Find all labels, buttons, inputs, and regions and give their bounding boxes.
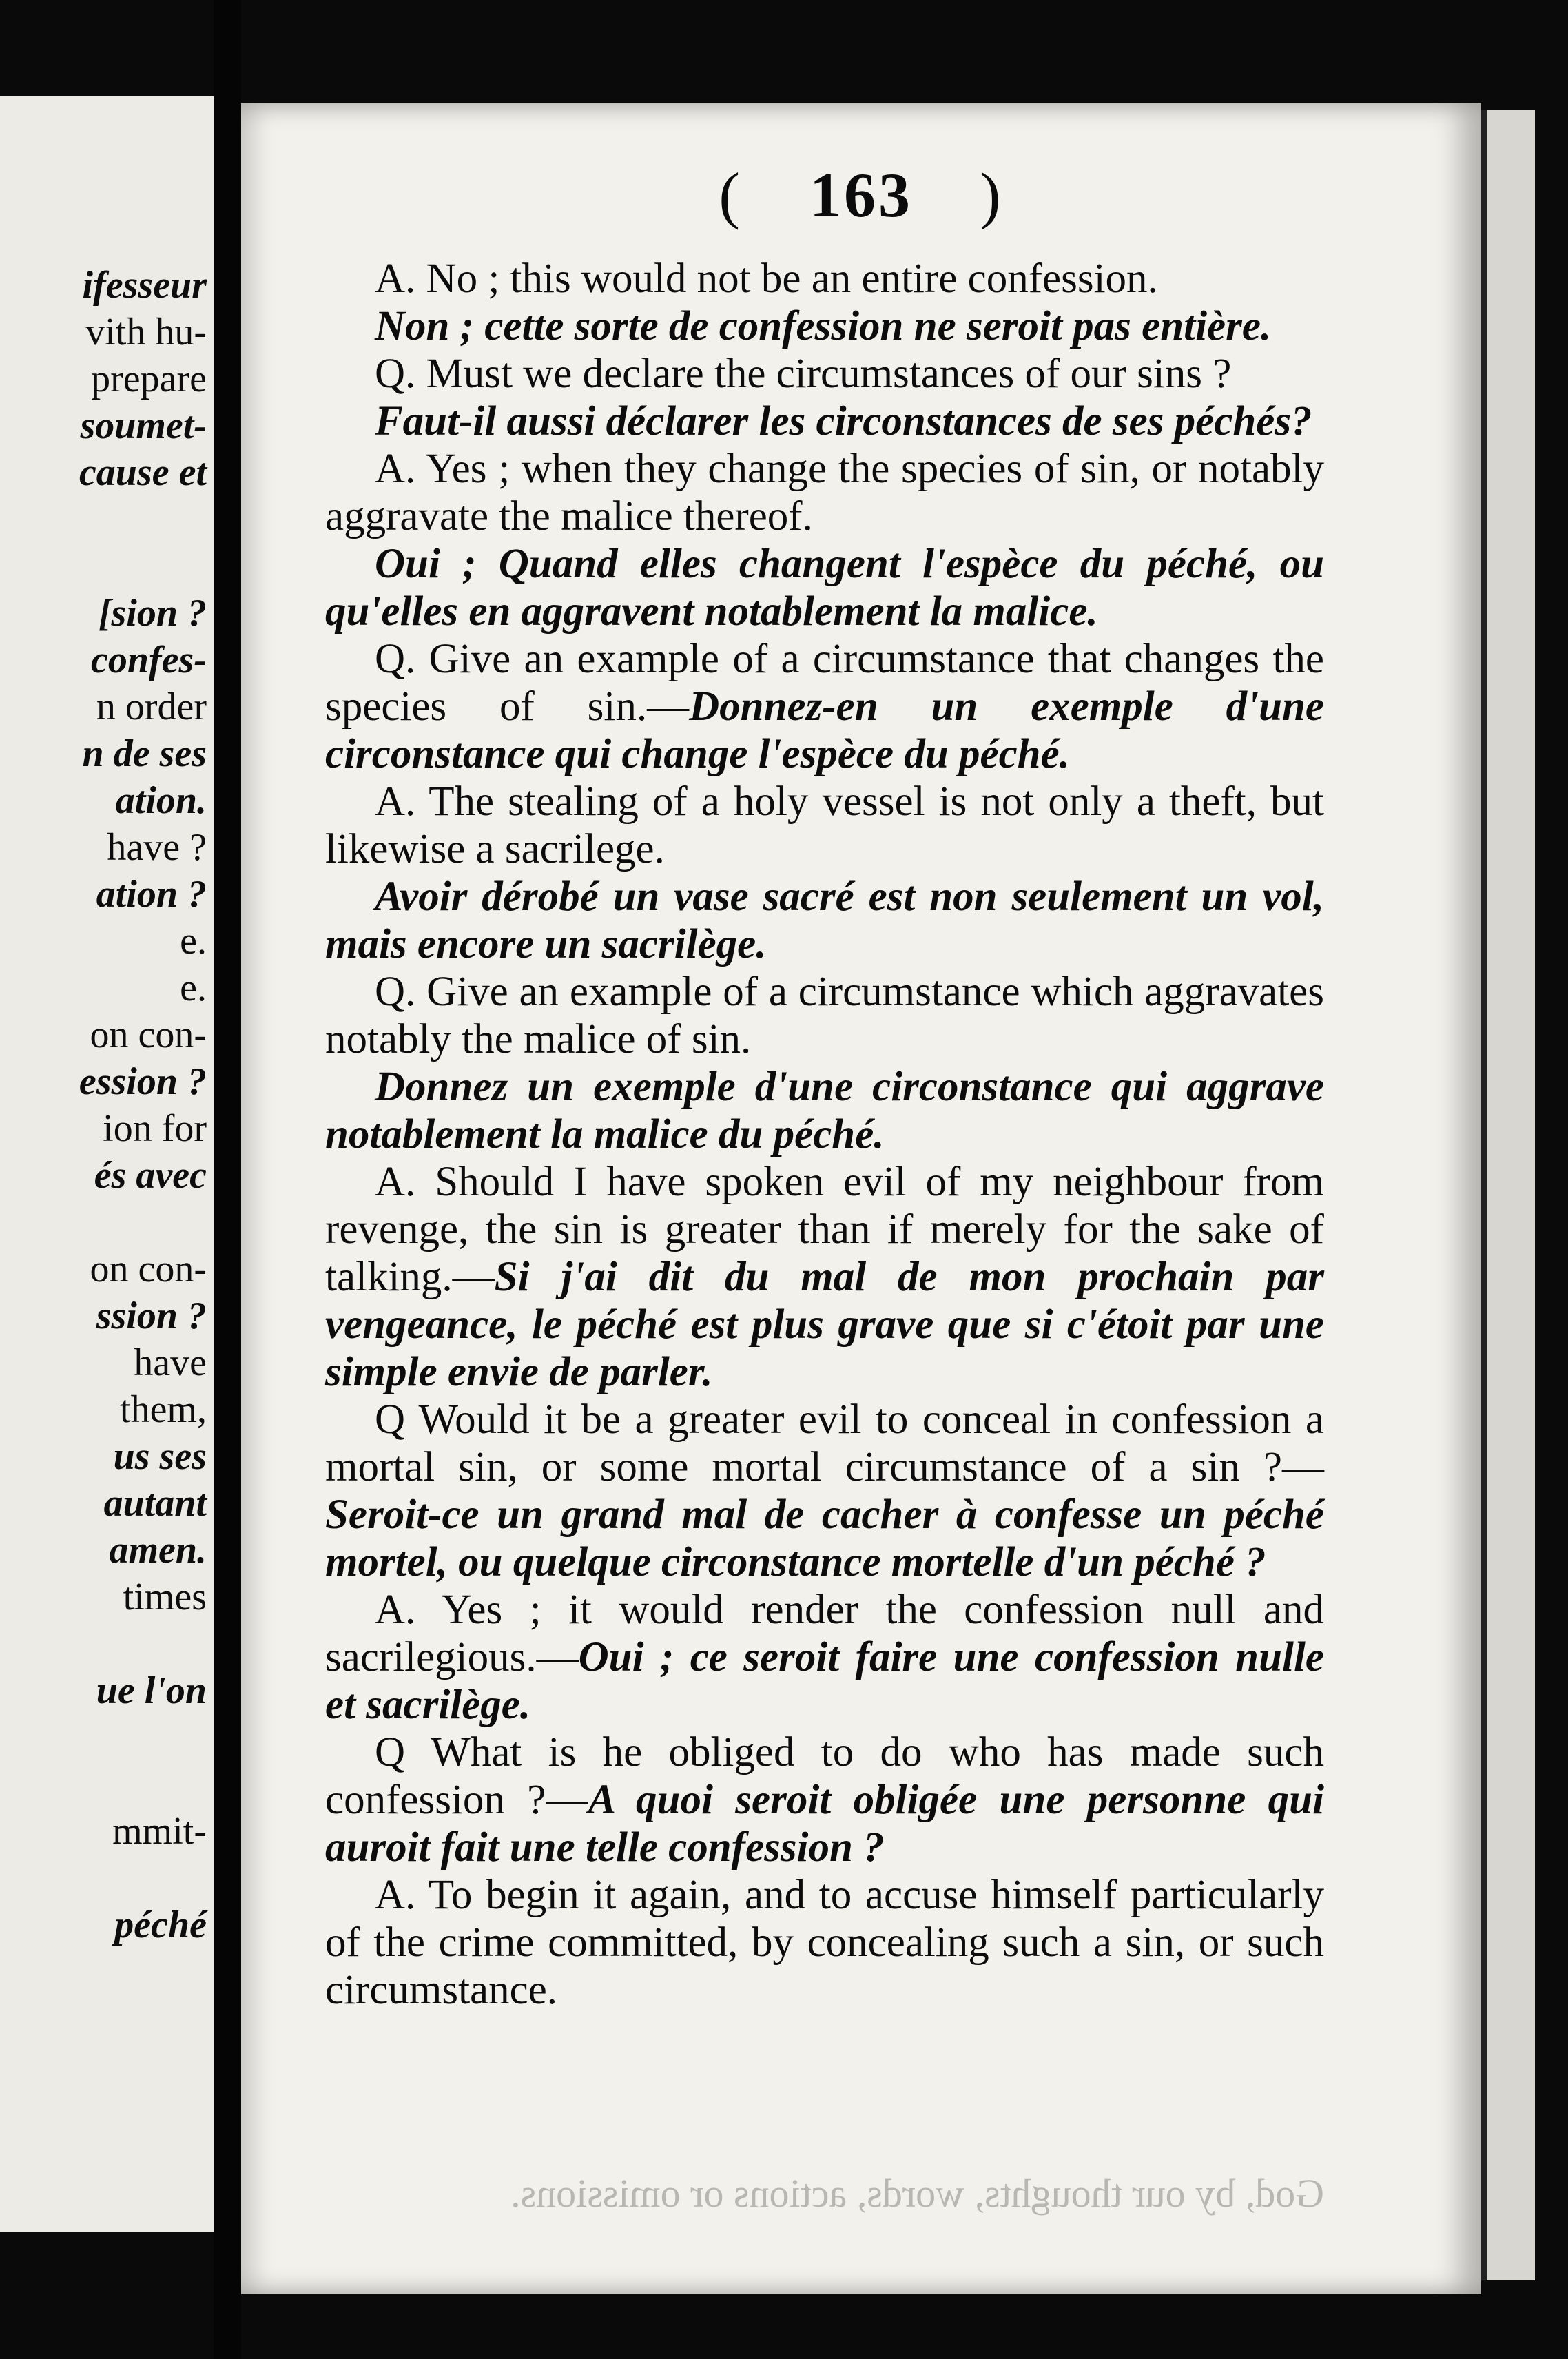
english-text: Q. Must we declare the circumstances of our sins ?: [375, 351, 1232, 397]
text-paragraph: [325, 1063, 1324, 1158]
facing-page-line: ssion ?: [96, 1295, 207, 1337]
french-text: Donnez-en un exemple d'une circonstance qui change l'espèce du péché.: [325, 683, 1324, 777]
folio-number: 163: [809, 160, 913, 230]
facing-page-line: e.: [180, 920, 207, 962]
facing-page-line: on con-: [90, 1013, 207, 1056]
facing-page-line: on con-: [90, 1248, 207, 1290]
text-paragraph: [325, 873, 1324, 968]
text-paragraph: [325, 968, 1324, 1063]
text-paragraph: [325, 255, 1324, 302]
text-paragraph: [325, 540, 1324, 635]
facing-page-line: és avec: [94, 1154, 207, 1197]
facing-page-line: have: [134, 1341, 207, 1384]
facing-page-line: péché: [114, 1904, 207, 1946]
french-text: Avoir dérobé un vase sacré est non seulement un vol, mais encore un sacrilège.: [325, 874, 1324, 967]
page-edge: [1481, 110, 1535, 2280]
english-text: A. Yes ; when they change the species of sin, or notably aggravate the malice thereof.: [325, 446, 1324, 539]
text-paragraph: [325, 445, 1324, 540]
french-text: Faut-il aussi déclarer les circonstances de ses péchés?: [375, 398, 1312, 444]
text-paragraph: [325, 778, 1324, 873]
facing-page-line: ue l'on: [96, 1669, 207, 1712]
facing-page-line: us ses: [113, 1435, 207, 1478]
facing-page-line: ion for: [103, 1107, 207, 1150]
french-text: Si j'ai dit du mal de mon prochain par vengeance, le péché est plus grave que si c'étoit par une simple envie de parler.: [325, 1254, 1324, 1395]
facing-page-line: vith hu-: [85, 311, 207, 353]
book-page: [241, 103, 1481, 2294]
english-text: A. To begin it again, and to accuse himself particularly of the crime committed, by concealing such a sin, or such circumstance.: [325, 1872, 1324, 2013]
text-paragraph: [325, 350, 1324, 398]
facing-page-fragment: [0, 96, 214, 2232]
facing-page-line: amen.: [109, 1529, 207, 1572]
page-number: [241, 158, 1481, 231]
folio-close-paren: ): [980, 160, 1004, 230]
english-text: A. Yes ; it would render the confession null and sacrilegious.—: [325, 1587, 1324, 1680]
text-paragraph: [325, 1396, 1324, 1586]
facing-page-line: ession ?: [79, 1060, 207, 1103]
text-paragraph: [325, 635, 1324, 778]
french-text: Oui ; Quand elles changent l'espèce du péché, ou qu'elles en aggravent notablement la malice.: [325, 541, 1324, 635]
facing-page-line: them,: [120, 1388, 207, 1431]
facing-page-line: soumet-: [80, 404, 207, 447]
facing-page-line: mmit-: [112, 1810, 207, 1853]
text-paragraph: [325, 1158, 1324, 1396]
facing-page-line: n order: [96, 686, 207, 728]
facing-page-line: ifesseur: [82, 264, 207, 307]
english-text: A. The stealing of a holy vessel is not only a theft, but likewise a sacrilege.: [325, 779, 1324, 872]
french-text: Seroit-ce un grand mal de cacher à confesse un péché mortel, ou quelque circonstance mortelle d'un péché ?: [325, 1492, 1324, 1585]
facing-page-line: [sion ?: [98, 592, 207, 635]
french-text: Donnez un exemple d'une circonstance qui aggrave notablement la malice du péché.: [325, 1064, 1324, 1157]
english-text: Q Would it be a greater evil to conceal in confession a mortal sin, or some mortal circumstance of a sin ?—: [325, 1397, 1324, 1490]
facing-page-line: prepare: [91, 358, 207, 400]
text-paragraph: [325, 1729, 1324, 1871]
book-gutter: [214, 0, 241, 2359]
text-paragraph: [325, 1871, 1324, 2014]
facing-page-line: ation ?: [96, 873, 207, 916]
text-paragraph: [325, 398, 1324, 445]
facing-page-line: autant: [103, 1482, 207, 1525]
english-text: Q What is he obliged to do who has made such confession ?—: [325, 1729, 1324, 1823]
folio-open-paren: (: [719, 160, 743, 230]
show-through-text: God, by our thoughts, words, actions or omissions.: [510, 2171, 1324, 2216]
catechism-text: [325, 255, 1324, 2014]
english-text: Q. Give an example of a circumstance which aggravates notably the malice of sin.: [325, 969, 1324, 1062]
facing-page-line: e.: [180, 967, 207, 1009]
facing-page-line: ation.: [115, 779, 207, 822]
facing-page-line: n de ses: [82, 732, 207, 775]
french-text: Non ; cette sorte de confession ne seroit pas entière.: [375, 303, 1272, 349]
french-text: A quoi seroit obligée une personne qui auroit fait une telle confession ?: [325, 1777, 1325, 1871]
text-paragraph: [325, 302, 1324, 350]
facing-page-line: have ?: [107, 826, 207, 869]
facing-page-line: cause et: [79, 451, 207, 494]
english-text: Q. Give an example of a circumstance that changes the species of sin.—: [325, 636, 1324, 730]
english-text: A. No ; this would not be an entire confession.: [375, 256, 1158, 302]
text-paragraph: [325, 1586, 1324, 1729]
facing-page-line: times: [123, 1576, 207, 1618]
french-text: Oui ; ce seroit faire une confession nulle et sacrilège.: [325, 1634, 1324, 1728]
english-text: A. Should I have spoken evil of my neighbour from revenge, the sin is greater than if merely for the sake of talking.—: [325, 1159, 1324, 1300]
facing-page-line: confes-: [91, 639, 207, 681]
